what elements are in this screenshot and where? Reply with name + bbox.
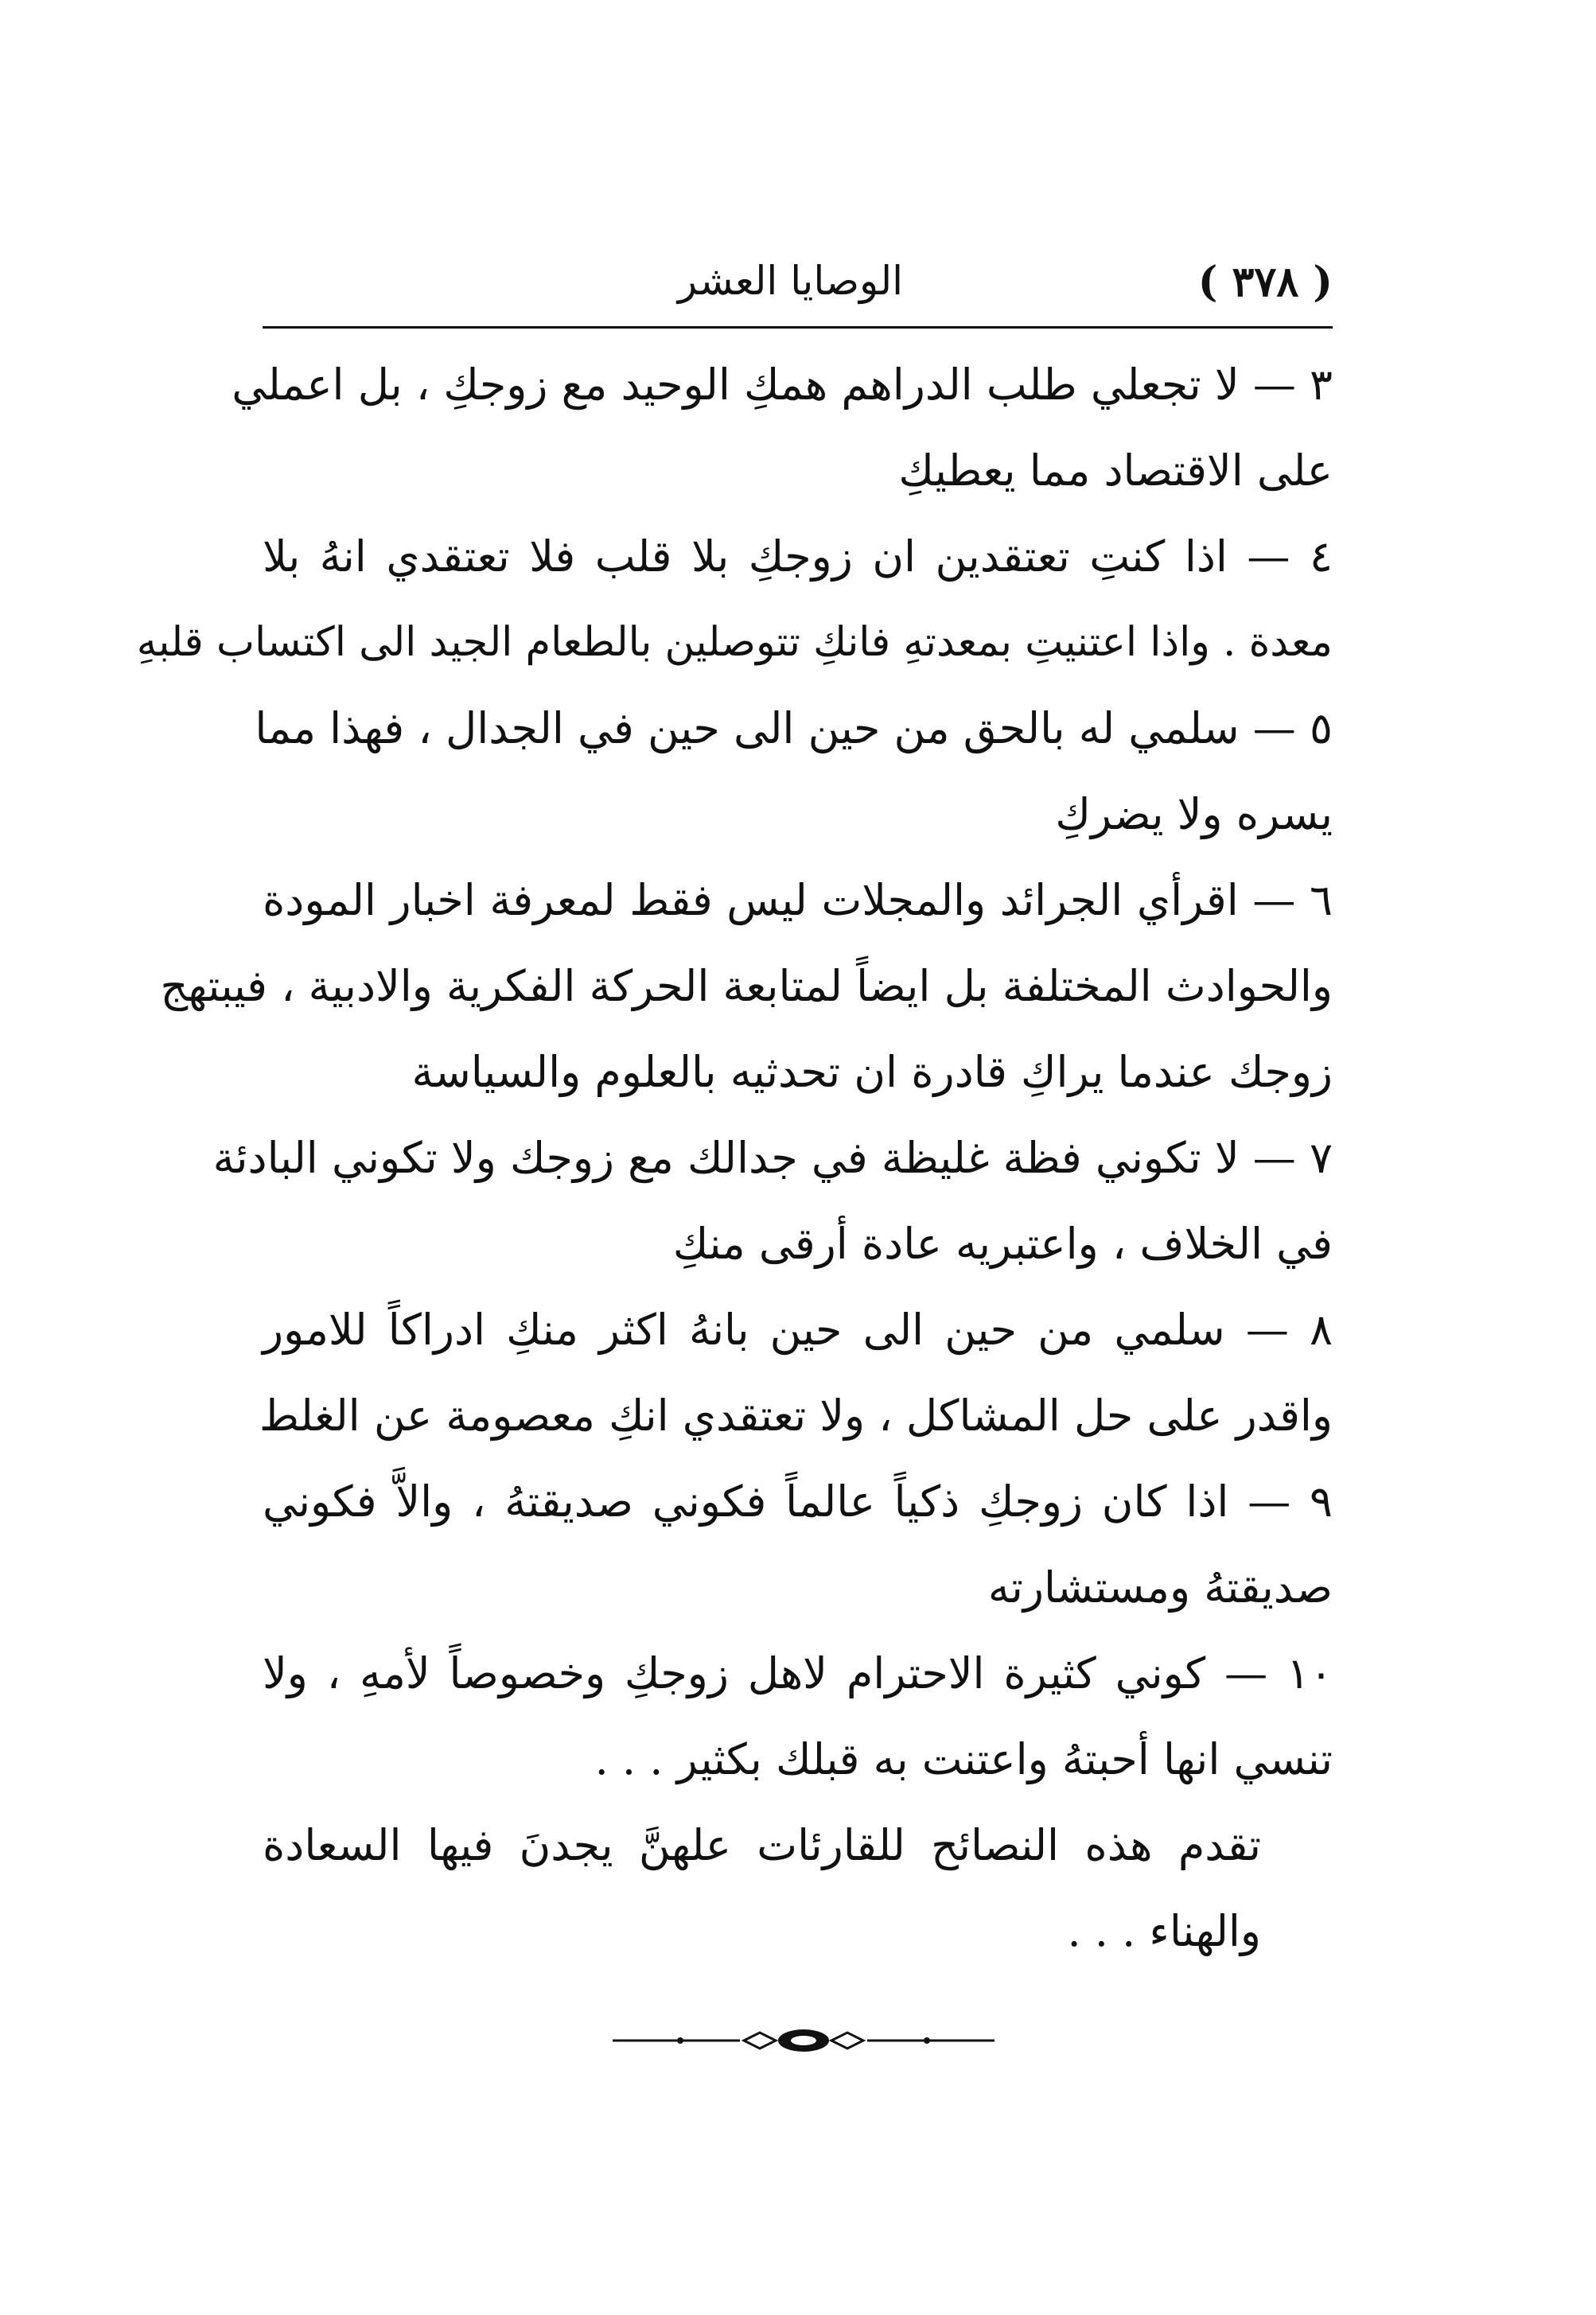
advice-item-3 xyxy=(232,342,1333,514)
advice-item-4 xyxy=(136,514,1333,686)
text-line: والحوادث المختلفة بل ايضاً لمتابعة الحركة الفكرية والادبية ، فيبتهج xyxy=(160,961,1333,1011)
text-line: ٣ — لا تجعلي طلب الدراهم همكِ الوحيد مع زوجكِ ، بل اعملي xyxy=(232,360,1333,410)
advice-item-7 xyxy=(212,1115,1333,1287)
text-line: معدة . واذا اعتنيتِ بمعدتهِ فانكِ تتوصلين بالطعام الجيد الى اكتساب قلبهِ xyxy=(136,619,1333,666)
end-ornament-icon xyxy=(605,2025,1002,2056)
text-line: ٨ — سلمي من حين الى حين بانهُ اكثر منكِ ادراكاً للامور xyxy=(263,1305,1333,1355)
text-line: ١٠ — كوني كثيرة الاحترام لاهل زوجكِ وخصوصاً لأمهِ ، ولا xyxy=(263,1648,1333,1698)
advice-item-9 xyxy=(263,1459,1333,1631)
text-line: تنسي انها أحبتهُ واعتنت به قبلك بكثير . . . xyxy=(594,1734,1333,1784)
text-line: ٦ — اقرأي الجرائد والمجلات ليس فقط لمعرفة اخبار المودة xyxy=(263,875,1333,925)
text-line: واقدر على حل المشاكل ، ولا تعتقدي انكِ معصومة عن الغلط xyxy=(259,1391,1333,1441)
text-line: زوجك عندما يراكِ قادرة ان تحدثيه بالعلوم والسياسة xyxy=(411,1047,1333,1097)
page-header xyxy=(263,253,1333,325)
text-line: صديقتهُ ومستشارته xyxy=(987,1562,1333,1613)
text-line: ٤ — اذا كنتِ تعتقدين ان زوجكِ بلا قلب فلا تعتقدي انهُ بلا xyxy=(263,531,1333,582)
text-line: ٥ — سلمي له بالحق من حين الى حين في الجدال ، فهذا مما xyxy=(255,703,1333,753)
text-line: ٧ — لا تكوني فظة غليظة في جدالك مع زوجك ولا تكوني البادئة xyxy=(212,1133,1333,1183)
advice-item-8 xyxy=(259,1287,1333,1459)
header-rule xyxy=(263,326,1333,329)
advice-item-5 xyxy=(255,686,1333,858)
running-title: الوصايا العشر xyxy=(677,258,903,304)
advice-item-6 xyxy=(160,858,1333,1115)
text-line: يسره ولا يضركِ xyxy=(1055,789,1333,839)
page-body xyxy=(136,342,1333,1975)
text-line: على الاقتصاد مما يعطيكِ xyxy=(898,445,1333,496)
text-line: تقدم هذه النصائح للقارئات علهنَّ يجدنَ فيها السعادة والهناء . . . xyxy=(263,1820,1261,1956)
page-number: ( ٣٧٨ ) xyxy=(1197,258,1333,306)
text-line: في الخلاف ، واعتبريه عادة أرقى منكِ xyxy=(672,1219,1333,1269)
text-line: ٩ — اذا كان زوجكِ ذكياً عالماً فكوني صديقتهُ ، والاَّ فكوني xyxy=(263,1477,1333,1527)
advice-item-10 xyxy=(263,1631,1333,1803)
closing-line xyxy=(263,1803,1333,1975)
